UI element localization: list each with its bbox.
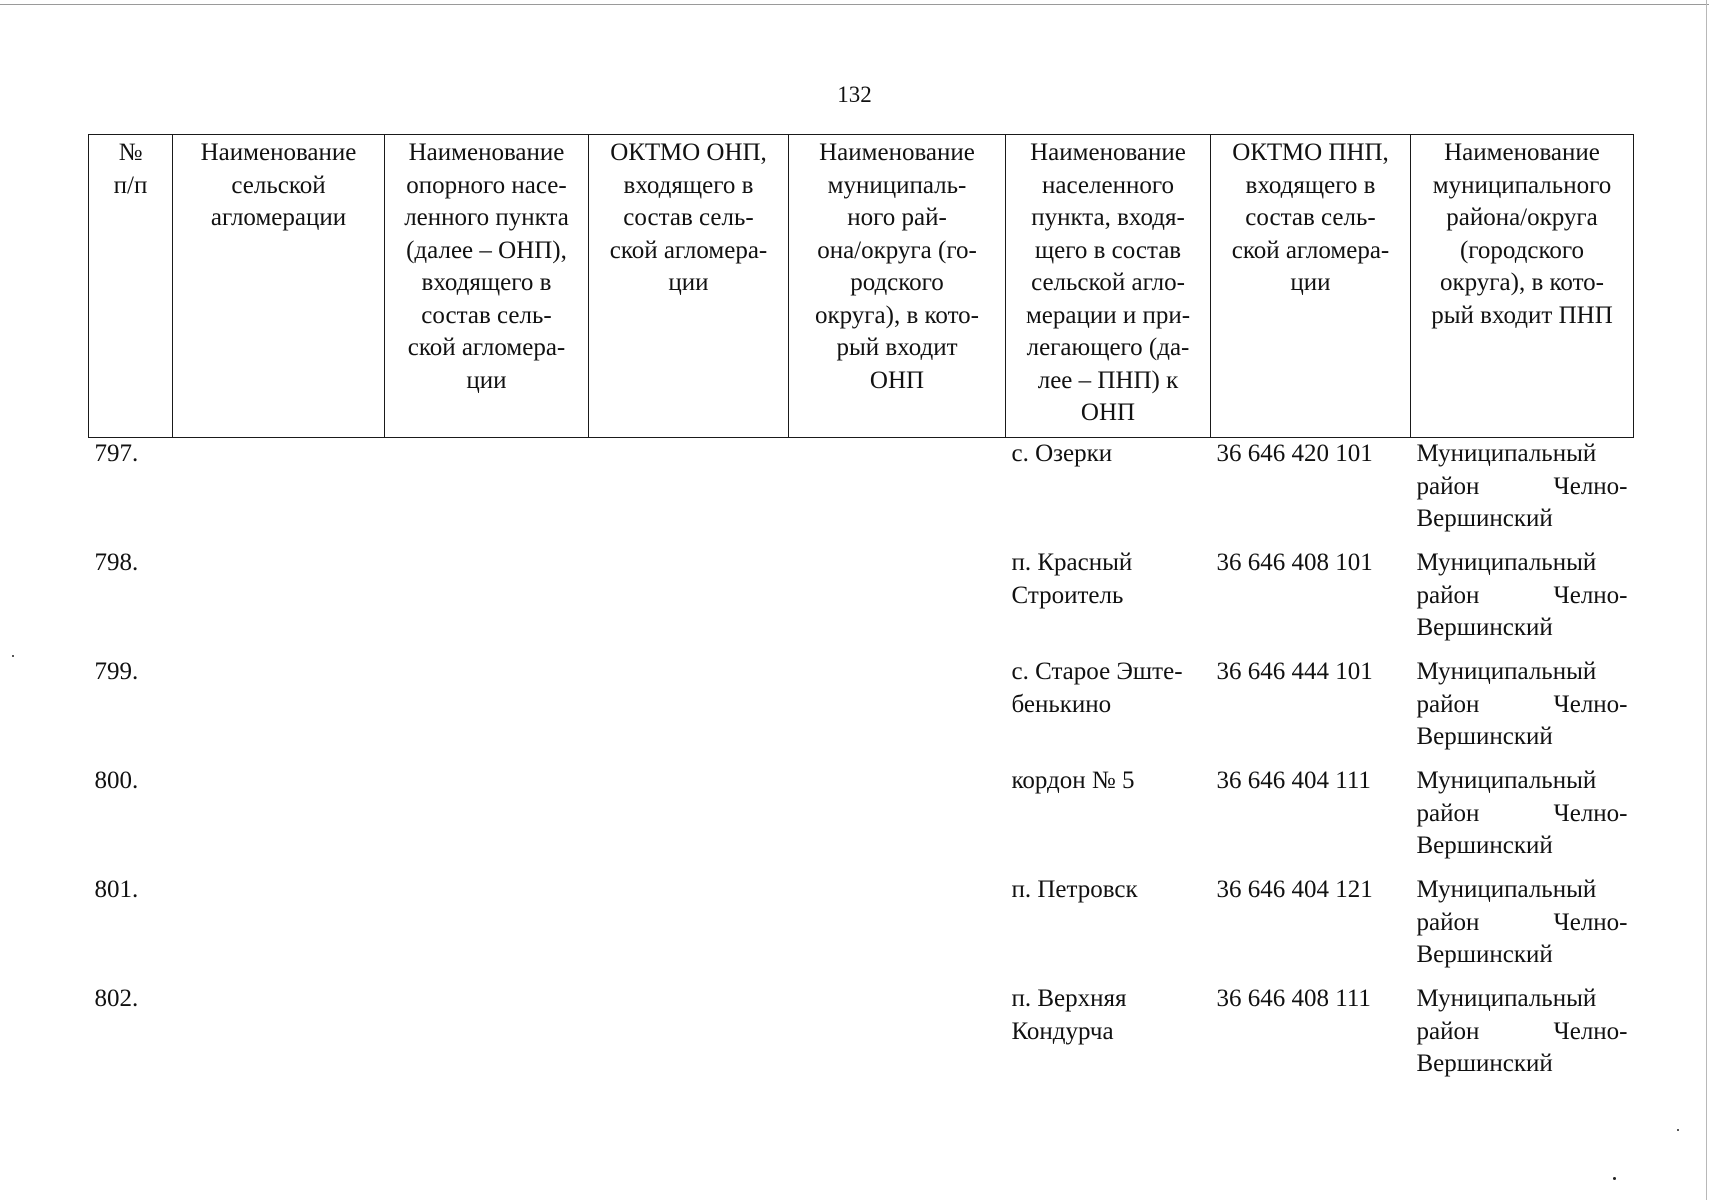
onp-name-cell bbox=[385, 547, 589, 656]
agglomeration-cell bbox=[173, 547, 385, 656]
header-line: ОНП bbox=[869, 366, 925, 394]
scan-speck bbox=[12, 655, 14, 657]
pnp-oktmo-cell: 36 646 420 101 bbox=[1216, 440, 1373, 467]
district-word: район bbox=[1416, 581, 1480, 609]
header-cell bbox=[589, 135, 789, 438]
row-number-cell: 797. bbox=[94, 440, 139, 467]
header-line: состав сель- bbox=[1245, 204, 1376, 231]
onp-name-cell bbox=[385, 438, 589, 548]
district-line: Муниципальный bbox=[1416, 549, 1597, 576]
onp-oktmo-cell bbox=[589, 765, 789, 874]
header-line: легающего (да- bbox=[1026, 334, 1190, 361]
agglomeration-cell bbox=[173, 656, 385, 765]
header-line: района/округа bbox=[1446, 204, 1598, 231]
header-line: № bbox=[118, 139, 143, 166]
row-number-cell: 800. bbox=[94, 767, 139, 794]
pnp-district-cell bbox=[1411, 547, 1634, 656]
district-word: Челно- bbox=[1553, 799, 1628, 827]
pnp-name-cell bbox=[1006, 874, 1211, 983]
district-line-justified bbox=[1417, 471, 1628, 504]
row-number-cell: 802. bbox=[94, 985, 139, 1012]
header-line: ОНП bbox=[1080, 399, 1136, 426]
header-line: ции bbox=[1290, 269, 1331, 296]
header-line: лее – ПНП) к bbox=[1037, 366, 1179, 394]
header-line: Наименование bbox=[1030, 139, 1186, 166]
scan-speck bbox=[1677, 1129, 1679, 1131]
pnp-name-line: бенькино bbox=[1011, 690, 1112, 718]
header-line: муниципаль- bbox=[827, 171, 967, 199]
onp-district-cell bbox=[789, 874, 1006, 983]
district-word: Челно- bbox=[1553, 1017, 1628, 1045]
district-word: район bbox=[1416, 472, 1480, 500]
district-word: район bbox=[1416, 908, 1480, 936]
table-row bbox=[89, 765, 1634, 874]
header-line: ОКТМО ПНП, bbox=[1232, 139, 1389, 166]
header-line: (далее – ОНП), bbox=[406, 236, 567, 264]
district-line-justified bbox=[1417, 907, 1628, 940]
district-word: Челно- bbox=[1553, 908, 1628, 936]
pnp-oktmo-cell: 36 646 404 111 bbox=[1216, 767, 1371, 794]
header-line: входящего в bbox=[623, 171, 754, 199]
header-cell bbox=[173, 135, 385, 438]
scan-speck bbox=[1613, 1177, 1616, 1180]
header-line: рый входит bbox=[836, 334, 958, 361]
header-cell bbox=[1211, 135, 1411, 438]
header-line: ской агломера- bbox=[1231, 236, 1390, 264]
district-line: Муниципальный bbox=[1416, 876, 1597, 903]
header-line: округа), в кото- bbox=[814, 301, 979, 329]
pnp-oktmo-cell: 36 646 444 101 bbox=[1216, 658, 1373, 685]
header-line: пункта, входя- bbox=[1031, 204, 1185, 231]
onp-district-cell bbox=[789, 765, 1006, 874]
header-cell bbox=[385, 135, 589, 438]
onp-name-cell bbox=[385, 874, 589, 983]
table-row bbox=[89, 983, 1634, 1092]
onp-oktmo-cell bbox=[589, 656, 789, 765]
onp-oktmo-cell bbox=[589, 983, 789, 1092]
header-cell bbox=[789, 135, 1006, 438]
table-body bbox=[89, 438, 1634, 1093]
row-number-cell: 799. bbox=[94, 658, 139, 685]
district-line: Вершинский bbox=[1416, 1050, 1553, 1077]
district-line: Вершинский bbox=[1416, 505, 1553, 532]
district-line: Муниципальный bbox=[1416, 985, 1597, 1012]
pnp-district-cell bbox=[1411, 656, 1634, 765]
header-line: (городского bbox=[1459, 236, 1585, 264]
district-line: Муниципальный bbox=[1416, 658, 1597, 685]
header-line: состав сель- bbox=[421, 301, 552, 329]
pnp-oktmo-cell: 36 646 408 101 bbox=[1216, 549, 1373, 576]
pnp-name-line: п. Петровск bbox=[1011, 876, 1138, 903]
table-row bbox=[89, 547, 1634, 656]
header-line: она/округа (го- bbox=[817, 236, 977, 264]
district-line-justified bbox=[1417, 1016, 1628, 1049]
district-line: Муниципальный bbox=[1416, 767, 1597, 794]
header-line: состав сель- bbox=[623, 204, 754, 231]
table-header-row bbox=[89, 135, 1634, 438]
header-line: ОКТМО ОНП, bbox=[610, 139, 767, 166]
header-line: ской агломера- bbox=[407, 334, 566, 361]
pnp-name-line: Строитель bbox=[1011, 581, 1124, 609]
onp-district-cell bbox=[789, 547, 1006, 656]
pnp-name-line: с. Озерки bbox=[1011, 440, 1113, 467]
header-line: входящего в bbox=[1245, 171, 1376, 199]
pnp-name-cell bbox=[1006, 983, 1211, 1092]
district-word: район bbox=[1416, 1017, 1480, 1045]
row-number-cell: 801. bbox=[94, 876, 139, 903]
header-cell bbox=[1006, 135, 1211, 438]
pnp-name-cell bbox=[1006, 547, 1211, 656]
header-line: муниципального bbox=[1432, 171, 1612, 199]
header-line: ленного пункта bbox=[404, 204, 569, 231]
table-row bbox=[89, 438, 1634, 548]
pnp-oktmo-cell: 36 646 404 121 bbox=[1216, 876, 1373, 903]
agglomeration-cell bbox=[173, 765, 385, 874]
pnp-district-cell bbox=[1411, 438, 1634, 548]
oktmo-table bbox=[88, 134, 1634, 1092]
district-line: Муниципальный bbox=[1416, 440, 1597, 467]
header-line: п/п bbox=[113, 171, 148, 199]
district-line: Вершинский bbox=[1416, 723, 1553, 750]
header-line: Наименование bbox=[408, 139, 565, 166]
pnp-name-line: с. Старое Эште- bbox=[1011, 658, 1183, 685]
pnp-name-cell bbox=[1006, 438, 1211, 548]
pnp-name-line: п. Верхняя bbox=[1011, 985, 1127, 1012]
pnp-oktmo-cell: 36 646 408 111 bbox=[1216, 985, 1371, 1012]
district-line-justified bbox=[1417, 580, 1628, 613]
scan-border-top bbox=[0, 4, 1709, 5]
agglomeration-cell bbox=[173, 874, 385, 983]
page-number: 132 bbox=[837, 82, 872, 107]
agglomeration-cell bbox=[173, 438, 385, 548]
header-line: мерации и при- bbox=[1025, 301, 1191, 329]
pnp-district-cell bbox=[1411, 765, 1634, 874]
row-number-cell: 798. bbox=[94, 549, 139, 576]
district-word: Челно- bbox=[1553, 581, 1628, 609]
header-line: щего в состав bbox=[1034, 236, 1182, 264]
onp-district-cell bbox=[789, 983, 1006, 1092]
header-line: рый входит ПНП bbox=[1431, 301, 1613, 329]
table-row bbox=[89, 656, 1634, 765]
header-line: Наименование bbox=[1444, 139, 1600, 166]
district-word: район bbox=[1416, 799, 1480, 827]
district-line: Вершинский bbox=[1416, 832, 1553, 859]
onp-oktmo-cell bbox=[589, 438, 789, 548]
header-line: округа), в кото- bbox=[1439, 269, 1604, 296]
header-line: ции bbox=[668, 269, 709, 296]
onp-name-cell bbox=[385, 983, 589, 1092]
agglomeration-cell bbox=[173, 983, 385, 1092]
header-line: сельской агло- bbox=[1031, 269, 1185, 296]
pnp-district-cell bbox=[1411, 874, 1634, 983]
district-line: Вершинский bbox=[1416, 614, 1553, 641]
onp-oktmo-cell bbox=[589, 874, 789, 983]
pnp-district-cell bbox=[1411, 983, 1634, 1092]
header-line: ской агломера- bbox=[609, 236, 768, 264]
header-line: ции bbox=[466, 366, 507, 394]
header-line: агломерации bbox=[210, 204, 347, 231]
header-cell bbox=[1411, 135, 1634, 438]
district-word: Челно- bbox=[1553, 472, 1628, 500]
header-cell bbox=[89, 135, 173, 438]
onp-district-cell bbox=[789, 656, 1006, 765]
header-line: опорного насе- bbox=[406, 171, 567, 199]
header-line: сельской bbox=[231, 171, 326, 199]
district-word: Челно- bbox=[1553, 690, 1628, 718]
header-line: Наименование bbox=[200, 139, 357, 166]
table-row bbox=[89, 874, 1634, 983]
header-line: родского bbox=[850, 269, 944, 296]
district-line: Вершинский bbox=[1416, 941, 1553, 968]
header-line: входящего в bbox=[421, 269, 552, 296]
pnp-name-cell bbox=[1006, 656, 1211, 765]
onp-oktmo-cell bbox=[589, 547, 789, 656]
header-line: ного рай- bbox=[847, 204, 947, 231]
onp-district-cell bbox=[789, 438, 1006, 548]
district-word: район bbox=[1416, 690, 1480, 718]
district-line-justified bbox=[1417, 798, 1628, 831]
onp-name-cell bbox=[385, 765, 589, 874]
onp-name-cell bbox=[385, 656, 589, 765]
scan-border-right bbox=[1706, 0, 1707, 1200]
pnp-name-line: п. Красный bbox=[1011, 549, 1133, 576]
header-line: Наименование bbox=[819, 139, 975, 166]
district-line-justified bbox=[1417, 689, 1628, 722]
header-line: населенного bbox=[1042, 171, 1174, 199]
pnp-name-line: кордон № 5 bbox=[1011, 767, 1135, 794]
pnp-name-line: Кондурча bbox=[1011, 1017, 1114, 1045]
pnp-name-cell bbox=[1006, 765, 1211, 874]
